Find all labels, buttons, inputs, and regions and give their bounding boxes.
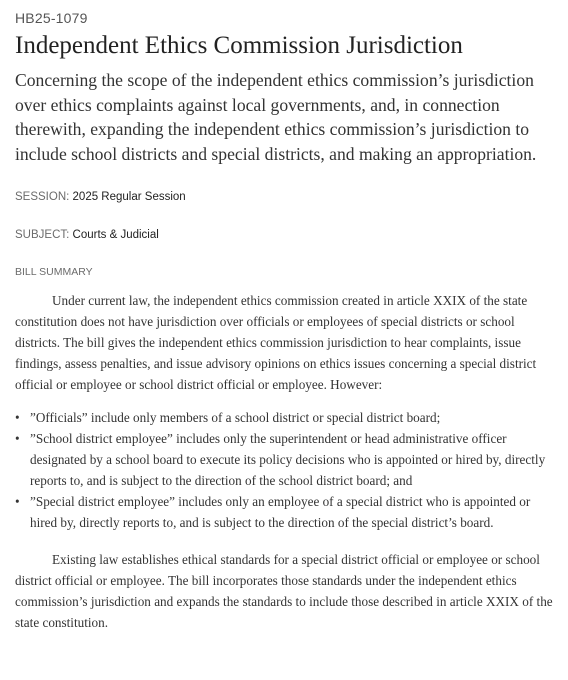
bill-summary-body — [15, 290, 555, 633]
bill-subtitle: Concerning the scope of the independent ethics commission’s jurisdiction over ethics complaints against local governments, and, in connection therewith, expanding the independent ethics commission’s jurisdiction to include school districts and special districts, and making an appropriation. — [15, 70, 537, 164]
bullet-icon: • — [15, 494, 20, 509]
list-item-text: ”Special district employee” includes only an employee of a special district who is appointed or hired by, directly reports to, and is subject to the direction of the special district’s board. — [30, 494, 531, 530]
summary-paragraph: Existing law establishes ethical standards for a special district official or employee or school district official or employee. The bill incorporates those standards under the independent ethics commission’s jurisdiction and expands the standards to include those described in article XXIX of the state constitution. — [15, 552, 553, 630]
list-item — [15, 407, 555, 428]
bill-page — [15, 9, 555, 633]
subject-label: SUBJECT: — [15, 229, 70, 241]
summary-bullet-list — [15, 407, 555, 533]
bill-summary-heading: BILL SUMMARY — [15, 266, 93, 278]
list-item — [15, 491, 555, 533]
subject-value: Courts & Judicial — [72, 229, 159, 241]
bullet-icon: • — [15, 410, 20, 425]
session-row — [15, 190, 555, 204]
bill-number: HB25-1079 — [15, 10, 88, 26]
bill-title: Independent Ethics Commission Jurisdiction — [15, 32, 463, 59]
bullet-icon: • — [15, 431, 20, 446]
list-item-text: ”School district employee” includes only the superintendent or head administrative officer designated by a school board to execute its policy decisions who is appointed or hired by, directly reports to, and is subject to the direction of the school district board; and — [30, 431, 546, 488]
session-label: SESSION: — [15, 191, 70, 203]
summary-paragraph: Under current law, the independent ethics commission created in article XXIX of the state constitution does not have jurisdiction over officials or employees of special districts or school districts. The bill gives the independent ethics commission jurisdiction to hear complaints, issue findings, assess penalties, and issue advisory opinions on ethics issues concerning a special district official or employee or school district official or employee. However: — [15, 293, 537, 392]
list-item-text: ”Officials” include only members of a school district or special district board; — [30, 410, 441, 425]
subject-row — [15, 228, 555, 242]
list-item — [15, 428, 555, 491]
session-value: 2025 Regular Session — [72, 191, 186, 203]
